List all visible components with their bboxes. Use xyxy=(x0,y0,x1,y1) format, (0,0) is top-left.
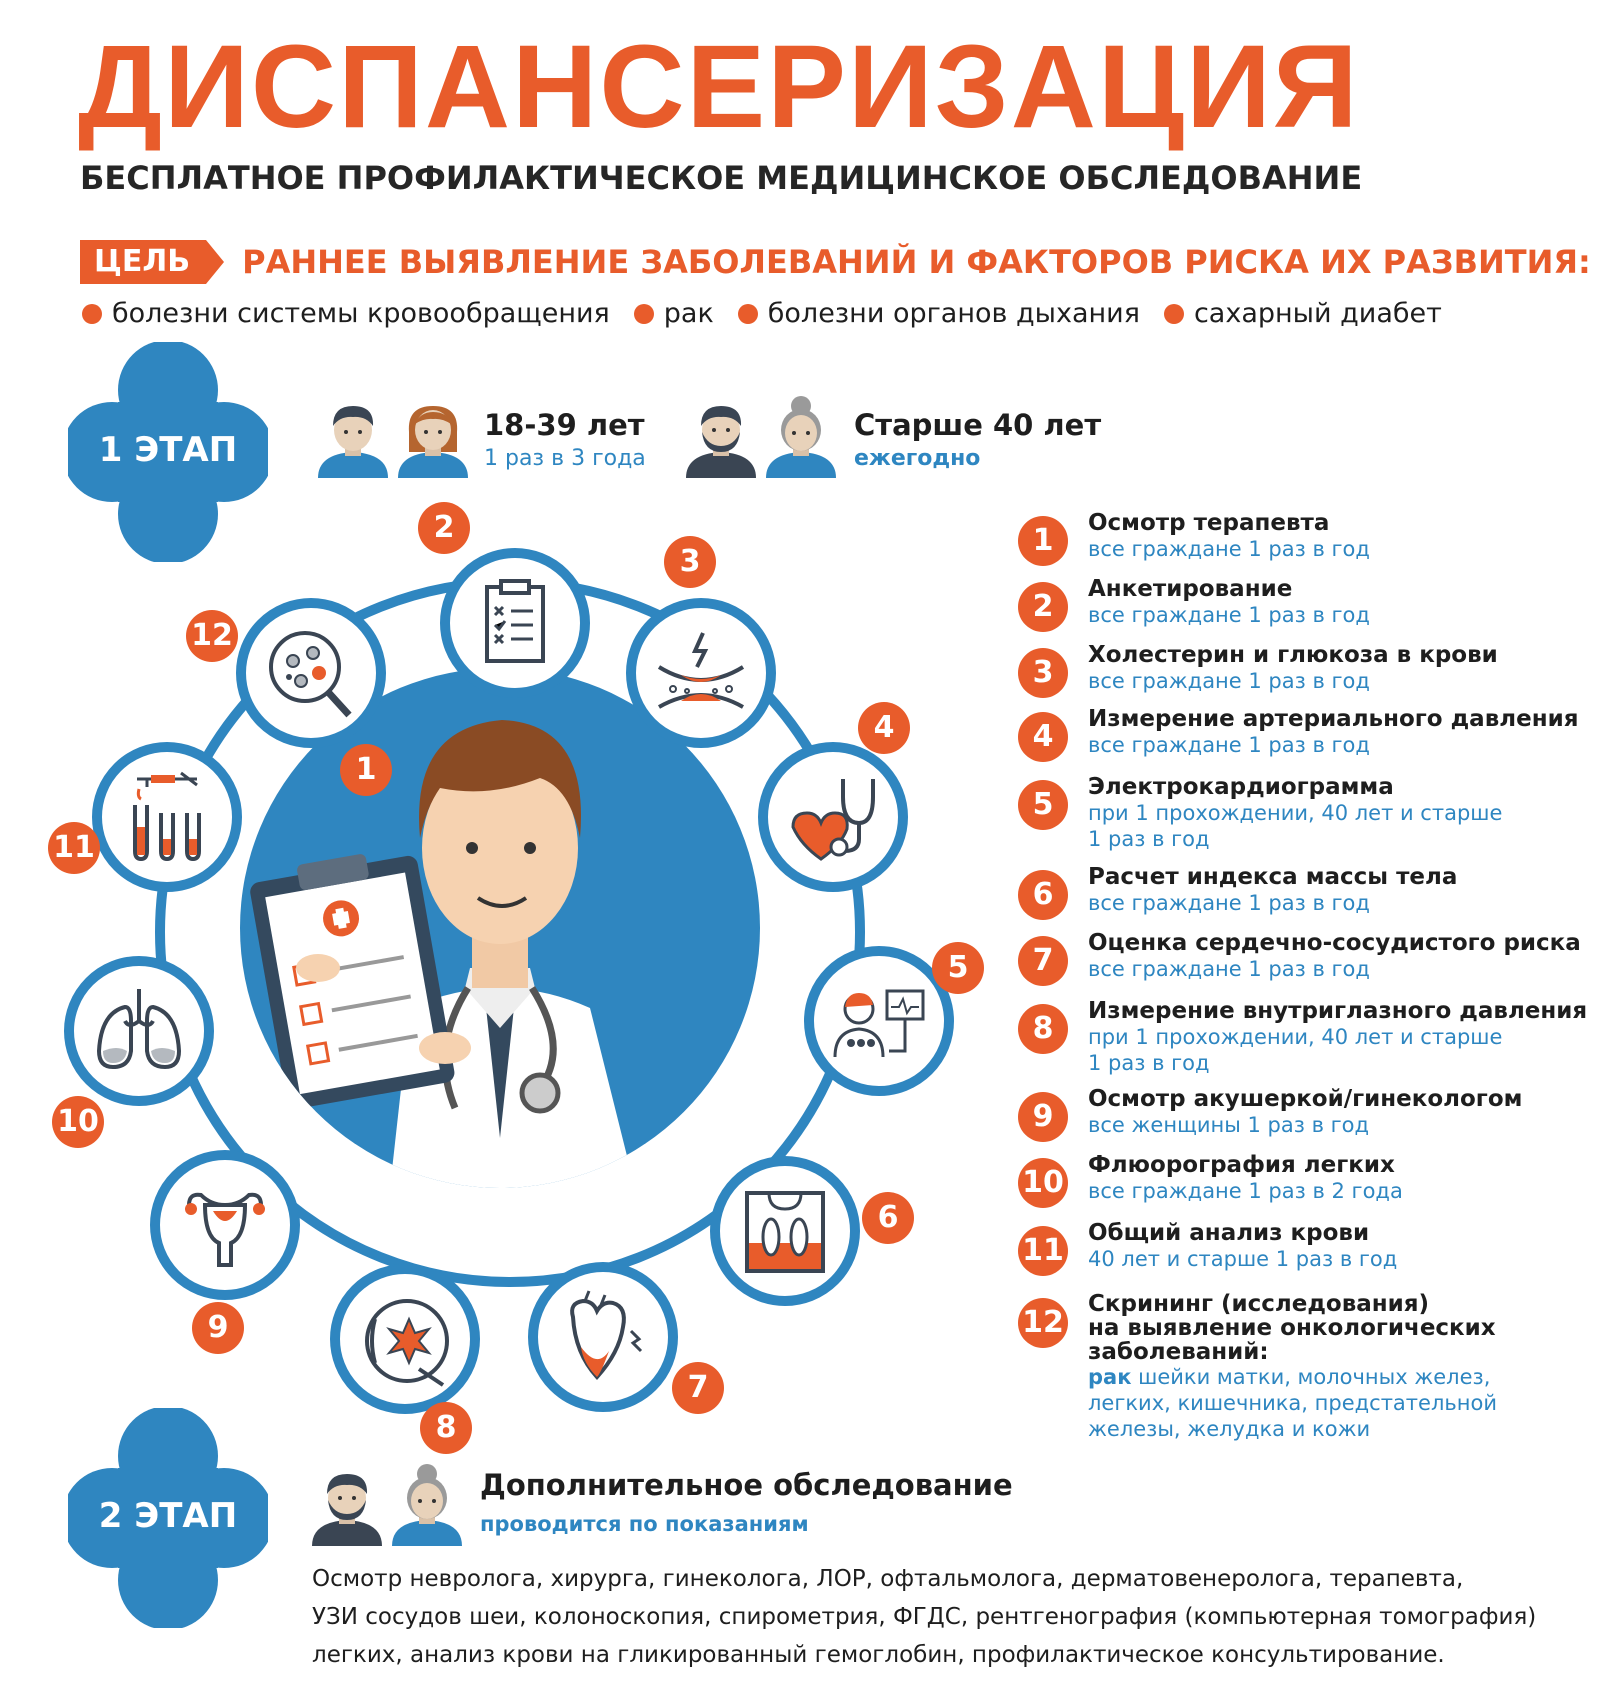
age-group-older: Старше 40 лет ежегодно xyxy=(854,408,1102,471)
step-fluorography xyxy=(64,956,214,1106)
badge-8: 8 xyxy=(420,1402,472,1454)
blood-vessel-icon xyxy=(651,623,751,723)
step-questionnaire xyxy=(440,548,590,698)
stage2-description: Осмотр невролога, хирурга, гинеколога, ЛОР, офтальмолога, дерматовенеролога, терапевта, УЗИ сосудов шеи, колоноскопия, спирометрия, ФГДС, рентгенография (компьютерная томография) легких, анализ крови на гликированный гемоглобин, профилактическое консультирование. xyxy=(312,1566,1537,1668)
step-blood-test xyxy=(92,742,242,892)
goal-text: РАННЕЕ ВЫЯВЛЕНИЕ ЗАБОЛЕВАНИЙ И ФАКТОРОВ РИСКА ИХ РАЗВИТИЯ: xyxy=(242,243,1591,281)
disease-item: болезни системы кровообращения xyxy=(82,298,610,329)
disease-item: рак xyxy=(634,298,714,329)
badge-11: 11 xyxy=(48,822,100,874)
goal-badge: ЦЕЛЬ xyxy=(80,240,206,284)
older-woman-icon xyxy=(392,1464,462,1546)
step-bmi xyxy=(710,1156,860,1306)
page-title: ДИСПАНСЕРИЗАЦИЯ xyxy=(78,21,1360,153)
lungs-icon xyxy=(89,981,189,1081)
step-cardio-risk xyxy=(528,1262,678,1412)
heart-icon xyxy=(553,1287,653,1387)
stethoscope-heart-icon xyxy=(783,767,883,867)
ecg-monitor-icon xyxy=(829,971,929,1071)
older-man-icon xyxy=(312,1470,382,1546)
stage2-subtitle: проводится по показаниям xyxy=(480,1512,809,1536)
step-screening xyxy=(236,598,386,748)
clipboard-icon xyxy=(465,573,565,673)
age-group-young: 18-39 лет 1 раз в 3 года xyxy=(484,408,646,471)
badge-5: 5 xyxy=(932,942,984,994)
step-cholesterol xyxy=(626,598,776,748)
badge-7: 7 xyxy=(672,1362,724,1414)
step-blood-pressure xyxy=(758,742,908,892)
step-gynecology xyxy=(150,1150,300,1300)
badge-9: 9 xyxy=(192,1302,244,1354)
page-subtitle: БЕСПЛАТНОЕ ПРОФИЛАКТИЧЕСКОЕ МЕДИЦИНСКОЕ ОБСЛЕДОВАНИЕ xyxy=(80,159,1363,197)
badge-1: 1 xyxy=(340,744,392,796)
badge-2: 2 xyxy=(418,502,470,554)
bullet-icon xyxy=(1164,304,1184,324)
scale-icon xyxy=(735,1181,835,1281)
disease-item: болезни органов дыхания xyxy=(738,298,1140,329)
eye-icon xyxy=(355,1289,455,1389)
step-eye-pressure xyxy=(330,1264,480,1414)
badge-4: 4 xyxy=(858,702,910,754)
uterus-icon xyxy=(175,1175,275,1275)
stage2-title: Дополнительное обследование xyxy=(480,1468,1013,1502)
stage2-label: 2 ЭТАП xyxy=(98,1496,238,1536)
badge-12: 12 xyxy=(186,610,238,662)
stage1-label: 1 ЭТАП xyxy=(98,430,238,470)
badge-6: 6 xyxy=(862,1192,914,1244)
badge-3: 3 xyxy=(664,536,716,588)
microscope-cells-icon xyxy=(261,623,361,723)
stage2-badge xyxy=(68,1408,268,1608)
badge-10: 10 xyxy=(52,1096,104,1148)
disease-item: сахарный диабет xyxy=(1164,298,1442,329)
test-tubes-icon xyxy=(117,767,217,867)
